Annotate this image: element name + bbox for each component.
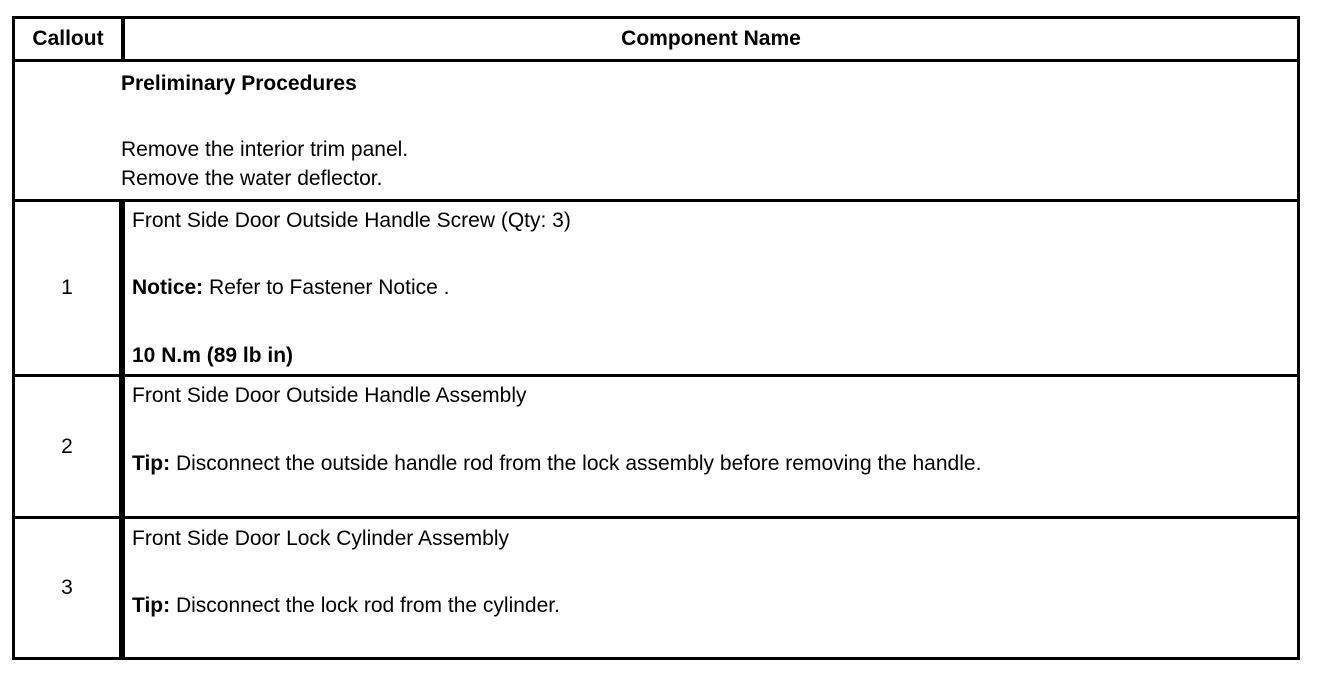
note-label: Notice: (132, 276, 204, 299)
torque-spec: 10 N.m (89 lb in) (132, 344, 294, 367)
preliminary-row (15, 62, 1297, 202)
header-callout: Callout (15, 19, 125, 59)
component-note (132, 276, 449, 300)
note-text: Refer to Fastener Notice . (203, 276, 450, 299)
preliminary-title: Preliminary Procedures (121, 72, 357, 95)
preliminary-step: Remove the interior trim panel. (121, 138, 409, 161)
callout-number: 2 (15, 377, 125, 516)
component-table (12, 16, 1300, 660)
table-header-row (15, 19, 1297, 62)
table-row (15, 519, 1297, 657)
callout-number: 3 (15, 519, 125, 657)
component-name: Front Side Door Outside Handle Screw (Qty: 3) (132, 209, 571, 232)
table-row (15, 202, 1297, 377)
component-cell (125, 202, 1297, 374)
preliminary-cell (121, 62, 1297, 199)
callout-number: 1 (15, 202, 125, 374)
component-note (132, 594, 560, 618)
header-component-name: Component Name (621, 27, 801, 50)
component-note (132, 452, 981, 476)
note-text: Disconnect the outside handle rod from the lock assembly before removing the handle. (170, 452, 982, 475)
table-row (15, 377, 1297, 519)
component-cell (125, 519, 1297, 657)
note-text: Disconnect the lock rod from the cylinder. (170, 594, 560, 617)
component-name: Front Side Door Outside Handle Assembly (132, 384, 527, 407)
note-label: Tip: (132, 594, 171, 617)
component-cell (125, 377, 1297, 516)
note-label: Tip: (132, 452, 171, 475)
component-name: Front Side Door Lock Cylinder Assembly (132, 527, 509, 550)
preliminary-step: Remove the water deflector. (121, 167, 383, 190)
